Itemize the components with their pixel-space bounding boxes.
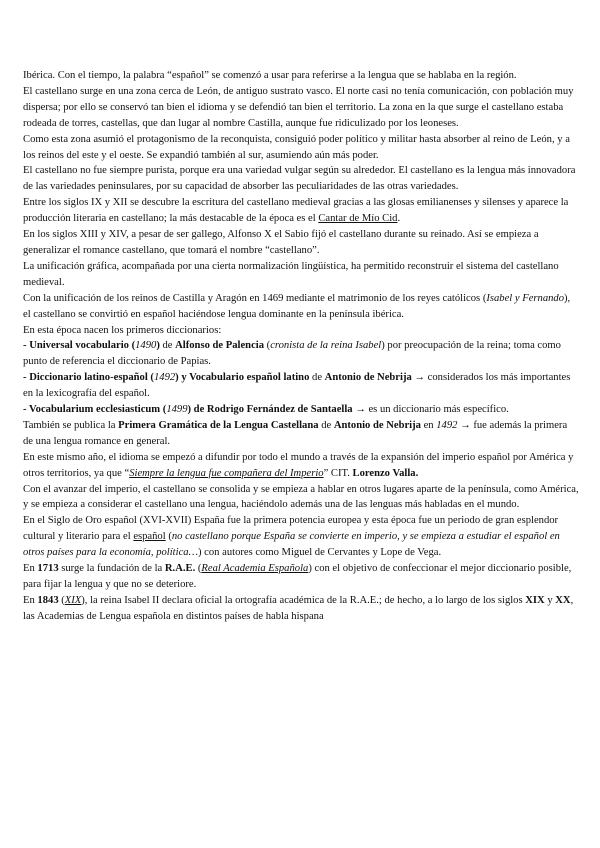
paragraph: La unificación gráfica, acompañada por una cierta normalización lingüística, ha permitido reconstruir el sistema del castellano medieval. — [23, 260, 559, 288]
quote-link[interactable]: Siempre la lengua fue compañera del Imperio — [129, 467, 324, 479]
century-link[interactable]: XIX — [64, 594, 82, 606]
espanol-link[interactable]: español — [133, 531, 166, 543]
paragraph: En esta época nacen los primeros diccionarios: — [23, 324, 222, 336]
paragraph: En 1843 (XIX), la reina Isabel II declara oficial la ortografía académica de la R.A.E.; de hecho, a lo largo de los siglos XIX y XX, las Academias de Lengua española en distintos países de habla hispana — [23, 594, 574, 622]
dictionary-item: - Universal vocabulario (1490) de Alfonso de Palencia (cronista de la reina Isabel) por preocupación de la reina; toma como punto de referencia el diccionario de Papias. — [23, 340, 561, 368]
paragraph: El castellano no fue siempre purista, porque era una variedad vulgar según su alrededor. El castellano es la lengua más innovadora de las variedades peninsulares, por su capacidad de absorber las peculiaridades de las otras variedades. — [23, 165, 576, 193]
paragraph: También se publica la Primera Gramática de la Lengua Castellana de Antonio de Nebrija en 1492 → fue además la primera de una lengua romance en general. — [23, 419, 568, 447]
dictionary-item: - Diccionario latino-español (1492) y Vocabulario español latino de Antonio de Nebrija → considerados los más importantes en la lexicografía del español. — [23, 372, 571, 400]
paragraph: En este mismo año, el idioma se empezó a difundir por todo el mundo a través de la expansión del imperio español por América y otros territorios, ya que “Siempre la lengua fue compañera del Imperio” CIT. Lorenzo Valla. — [23, 451, 574, 479]
paragraph: Como esta zona asumió el protagonismo de la reconquista, consiguió poder político y militar hasta absorber al reino de León, y a los reinos del este y el oeste. Se expandió también al sur, asumiendo aún más poder. — [23, 133, 570, 161]
paragraph: En 1713 surge la fundación de la R.A.E. (Real Academia Española) con el objetivo de confeccionar el mejor diccionario posible, para fijar la lengua y que no se deteriore. — [23, 563, 572, 590]
paragraph: El castellano surge en una zona cerca de León, de antiguo sustrato vasco. El norte casi no tenía comunicación, con población muy dispersa; por ello se conservó tan bien el idioma y se defendió tan bien el territorio. La zona en la que surge el castellano estaba rodeada de torres, castellas, que dan lugar al nombre Castilla, aunque fue ridiculizado por los leoneses. — [23, 85, 574, 129]
paragraph: Ibérica. Con el tiempo, la palabra “español” se comenzó a usar para referirse a la lengua que se hablaba en la región. — [23, 70, 517, 81]
document-body — [23, 68, 579, 625]
paragraph: En los siglos XIII y XIV, a pesar de ser gallego, Alfonso X el Sabio fijó el castellano durante su reinado. Así se empieza a generalizar el romance castellano, que tomará el nombre “castellano”. — [23, 229, 539, 256]
cantar-link[interactable]: Cantar de Mío Cid — [318, 213, 398, 225]
paragraph: Con la unificación de los reinos de Castilla y Aragón en 1469 mediante el matrimonio de los reyes católicos (Isabel y Fernando), el castellano se convirtió en español haciéndose lengua dominante en la península ibérica. — [23, 292, 571, 320]
paragraph: En el Siglo de Oro español (XVI-XVII) España fue la primera potencia europea y esta época fue un periodo de gran esplendor cultural y literario para el español (no castellano porque España se convierte en imperio, y se empieza a estudiar el español en otros países para la economía, política…) con autores como Miguel de Cervantes y Lope de Vega. — [23, 515, 560, 559]
dictionary-item: - Vocabularium ecclesiasticum (1499) de Rodrigo Fernández de Santaella → es un diccionario más específico. — [23, 404, 509, 416]
paragraph: Con el avanzar del imperio, el castellano se consolida y se empieza a hablar en otros lugares aparte de la península, como América, y se empieza a considerar el castellano una lengua, haciéndolo además una de las lenguas más habladas en el mundo. — [23, 483, 579, 511]
rae-link[interactable]: Real Academia Española — [201, 563, 309, 575]
paragraph: Entre los siglos IX y XII se descubre la escritura del castellano medieval gracias a las glosas emilianenses y silenses y aparece la producción literaria en castellano; la más destacable de la época es el Cantar de Mío Cid. — [23, 197, 569, 225]
